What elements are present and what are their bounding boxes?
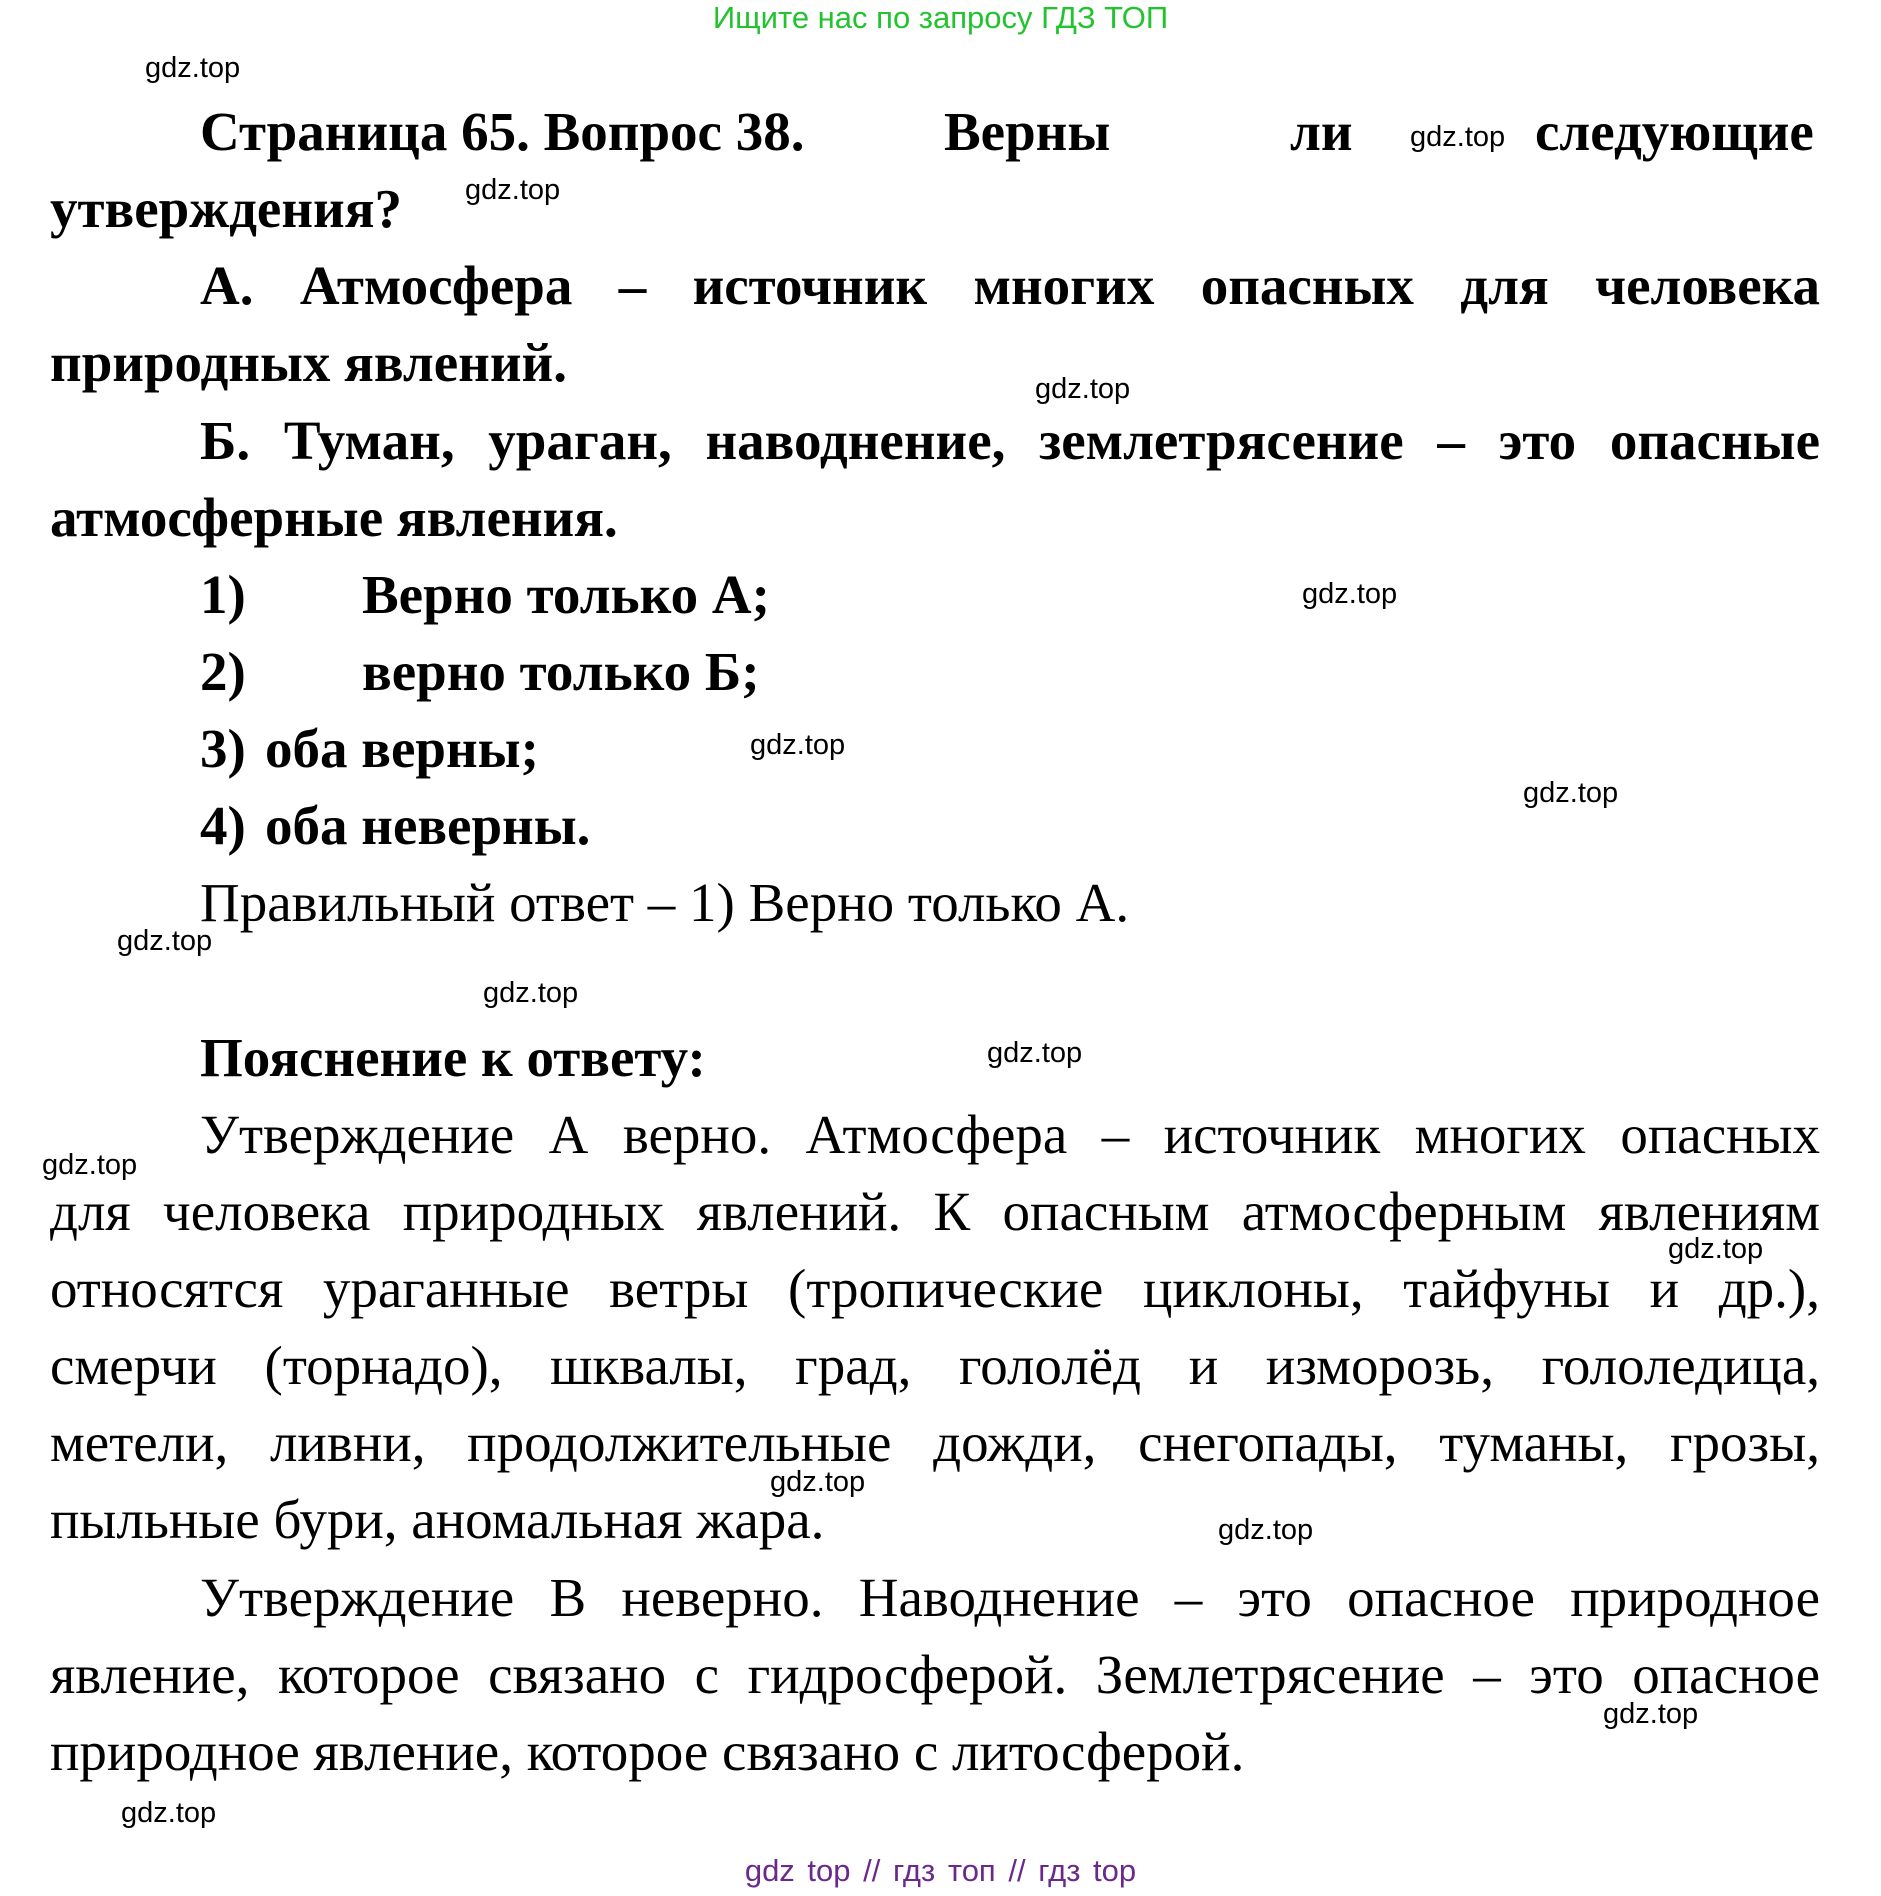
option-text: Верно только А; bbox=[362, 564, 770, 625]
watermark: gdz.top bbox=[750, 729, 846, 761]
option-number: 1) bbox=[200, 564, 246, 625]
option-text: оба неверны. bbox=[265, 795, 591, 856]
statement-b-line2: атмосферные явления. bbox=[50, 487, 618, 548]
watermark: gdz.top bbox=[1218, 1514, 1314, 1546]
watermark: gdz.top bbox=[117, 925, 213, 957]
watermark: gdz.top bbox=[1410, 121, 1506, 153]
search-banner: Ищите нас по запросу ГДЗ ТОП bbox=[712, 0, 1169, 35]
option-number: 2) bbox=[200, 641, 246, 702]
watermark: gdz.top bbox=[1668, 1233, 1764, 1265]
footer-links bbox=[0, 1851, 1881, 1891]
option-number: 3) bbox=[200, 718, 246, 779]
question-heading-part2: Верны bbox=[944, 101, 1111, 162]
explanation-heading: Пояснение к ответу: bbox=[200, 1027, 706, 1088]
watermark: gdz.top bbox=[121, 1797, 217, 1829]
footer-link-gdz-top[interactable]: gdz top bbox=[744, 1853, 851, 1888]
footer-link-gdz-top-ru[interactable]: гдз топ bbox=[893, 1853, 996, 1888]
statement-b-line1: Б. Туман, ураган, наводнение, землетрясение – это опасные bbox=[200, 410, 1820, 471]
question-heading-part1: Страница 65. Вопрос 38. bbox=[200, 101, 805, 162]
explanation-para2-line: явление, которое связано с гидросферой. Землетрясение – это опасное bbox=[50, 1644, 1820, 1705]
footer-separator: // bbox=[1008, 1853, 1026, 1888]
explanation-para1-line: метели, ливни, продолжительные дожди, снегопады, туманы, грозы, bbox=[50, 1412, 1820, 1473]
footer-separator: // bbox=[863, 1853, 881, 1888]
explanation-para1-line: пыльные бури, аномальная жара. bbox=[50, 1489, 825, 1550]
statement-a-line2: природных явлений. bbox=[50, 332, 567, 393]
watermark: gdz.top bbox=[1523, 777, 1619, 809]
correct-answer: Правильный ответ – 1) Верно только А. bbox=[200, 872, 1130, 933]
watermark: gdz.top bbox=[42, 1149, 138, 1181]
option-text: верно только Б; bbox=[362, 641, 760, 702]
watermark: gdz.top bbox=[465, 174, 561, 206]
watermark: gdz.top bbox=[483, 977, 579, 1009]
footer-link-gdz-top-mixed[interactable]: гдз top bbox=[1038, 1853, 1137, 1888]
watermark: gdz.top bbox=[145, 52, 241, 84]
explanation-para2-line: Утверждение В неверно. Наводнение – это опасное природное bbox=[200, 1567, 1820, 1628]
question-heading-part3: ли bbox=[1290, 101, 1353, 162]
watermark: gdz.top bbox=[987, 1037, 1083, 1069]
explanation-para1-line: для человека природных явлений. К опасным атмосферным явлениям bbox=[50, 1181, 1820, 1242]
option-number: 4) bbox=[200, 795, 246, 856]
explanation-para2-line: природное явление, которое связано с литосферой. bbox=[50, 1721, 1245, 1782]
option-text: оба верны; bbox=[265, 718, 539, 779]
statement-a-line1: А. Атмосфера – источник многих опасных для человека bbox=[200, 255, 1820, 316]
watermark: gdz.top bbox=[1603, 1698, 1699, 1730]
question-heading-part4: следующие bbox=[1535, 101, 1814, 162]
explanation-para1-line: Утверждение А верно. Атмосфера – источник многих опасных bbox=[200, 1104, 1820, 1165]
watermark: gdz.top bbox=[770, 1466, 866, 1498]
watermark: gdz.top bbox=[1035, 373, 1131, 405]
watermark: gdz.top bbox=[1302, 578, 1398, 610]
explanation-para1-line: смерчи (торнадо), шквалы, град, гололёд и изморозь, гололедица, bbox=[50, 1335, 1820, 1396]
explanation-para1-line: относятся ураганные ветры (тропические циклоны, тайфуны и др.), bbox=[50, 1258, 1820, 1319]
question-heading-cont: утверждения? bbox=[50, 178, 402, 239]
